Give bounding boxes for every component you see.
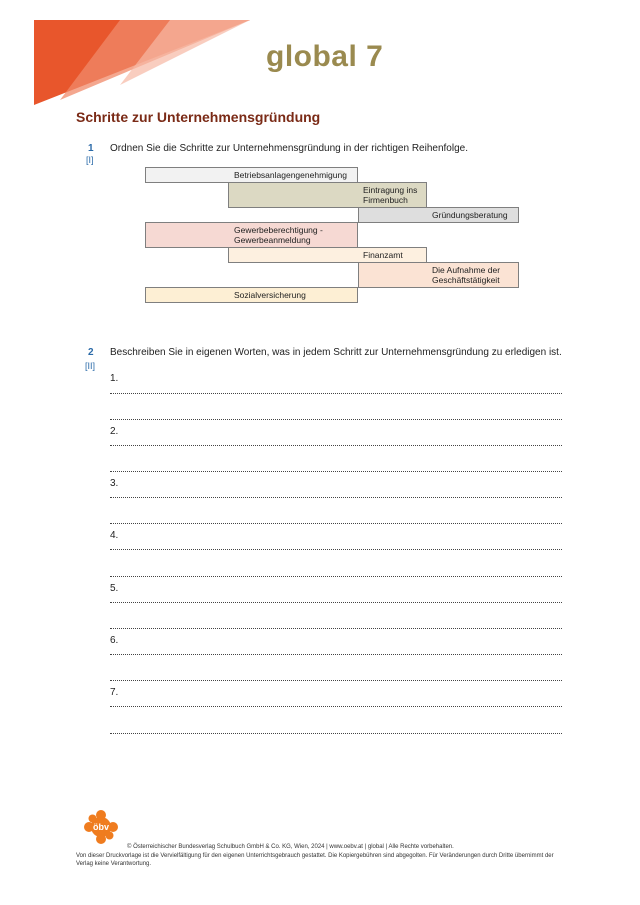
answer-line[interactable] [110, 706, 562, 707]
step-box [145, 167, 358, 183]
step-label: Gründungsberatung [432, 210, 508, 220]
answer-line[interactable] [110, 576, 562, 577]
answer-number: 7. [110, 687, 119, 698]
question-1-text: Ordnen Sie die Schritte zur Unternehmensgründung in der richtigen Reihenfolge. [110, 143, 468, 154]
step-box [358, 262, 519, 288]
step-label: Sozialversicherung [234, 290, 306, 300]
answer-line[interactable] [110, 419, 562, 420]
brand-title: global 7 [266, 40, 384, 73]
footer-usage: Von dieser Druckvorlage ist die Vervielfältigung für den eigenen Unterrichtsgebrauch gestattet. Die Kopiergebühren sind abgegolten. Für Veränderungen durch Dritte übernimmt der [76, 853, 554, 859]
page-title: Schritte zur Unternehmensgründung [76, 109, 321, 125]
step-label: Finanzamt [363, 250, 403, 260]
answer-line[interactable] [110, 549, 562, 550]
question-2-number: 2 [88, 347, 94, 358]
logo-text: öbv [92, 822, 110, 832]
question-1-number: 1 [88, 143, 94, 154]
step-box [228, 182, 427, 208]
answer-line[interactable] [110, 602, 562, 603]
answer-number: 4. [110, 530, 119, 541]
answer-number: 5. [110, 583, 119, 594]
step-box [145, 222, 358, 248]
corner-decoration [0, 0, 260, 110]
step-label: Betriebsanlagengenehmigung [234, 170, 347, 180]
footer-copyright: © Österreichischer Bundesverlag Schulbuch GmbH & Co. KG, Wien, 2024 | www.oebv.at | global | Alle Rechte vorbehalten. [127, 844, 454, 850]
footer-disclaimer: Verlag keine Verantwortung. [76, 861, 152, 867]
answer-number: 1. [110, 373, 119, 384]
answer-line[interactable] [110, 445, 562, 446]
step-label: Gewerbeberechtigung - Gewerbeanmeldung [234, 225, 323, 245]
answer-number: 2. [110, 426, 119, 437]
step-box [358, 207, 519, 223]
answer-line[interactable] [110, 680, 562, 681]
answer-number: 3. [110, 478, 119, 489]
step-label: Eintragung ins Firmenbuch [363, 185, 418, 205]
publisher-logo [84, 810, 118, 844]
step-box [145, 287, 358, 303]
answer-line[interactable] [110, 497, 562, 498]
answer-number: 6. [110, 635, 119, 646]
answer-line[interactable] [110, 628, 562, 629]
answer-line[interactable] [110, 523, 562, 524]
answer-line[interactable] [110, 733, 562, 734]
step-box [228, 247, 427, 263]
question-1-level: [I] [86, 155, 94, 165]
answer-line[interactable] [110, 393, 562, 394]
answer-line[interactable] [110, 654, 562, 655]
answer-line[interactable] [110, 471, 562, 472]
question-2-level: [II] [85, 361, 96, 371]
question-2-text: Beschreiben Sie in eigenen Worten, was in jedem Schritt zur Unternehmensgründung zu erledigen ist. [110, 347, 562, 358]
step-label: Die Aufnahme der Geschäftstätigkeit [432, 265, 501, 285]
